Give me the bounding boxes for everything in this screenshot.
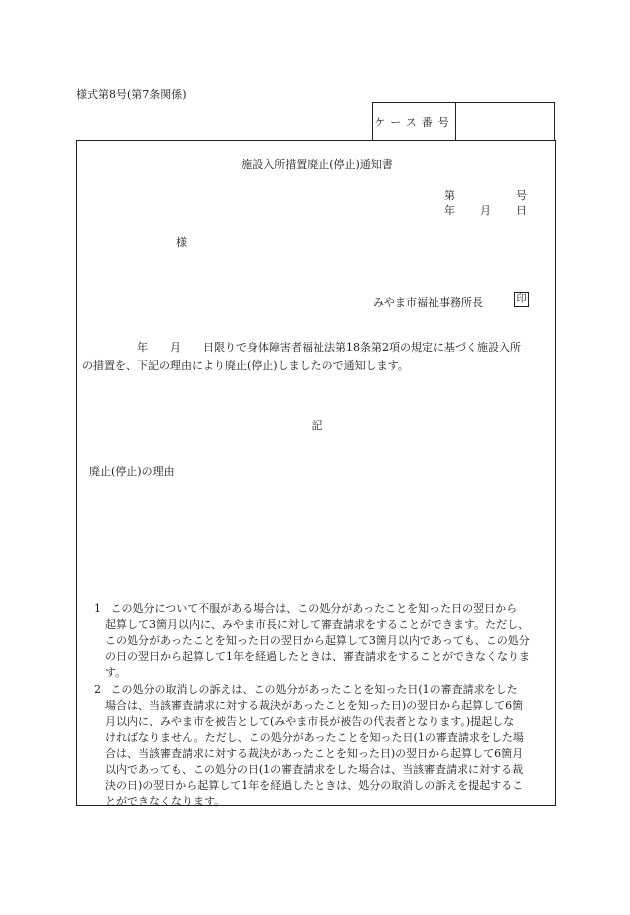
- case-number-box: [372, 102, 555, 140]
- notice-body: [76, 140, 556, 806]
- note-line: 月以内に、みやま市を被告として(みやま市長が被告の代表者となります。)提起しな: [105, 715, 515, 728]
- ki-heading: 記: [311, 419, 323, 432]
- note-number: 2: [94, 683, 101, 696]
- note-number: 1: [94, 602, 101, 615]
- case-number-label: ケース番号: [373, 103, 456, 140]
- note-line: この処分について不服がある場合は、この処分があったことを知った日の翌日から: [110, 602, 518, 615]
- form-number: 様式第8号(第7条関係): [76, 88, 187, 101]
- reason-label: 廃止(停止)の理由: [89, 465, 175, 478]
- note-line: 場合は、当該審査請求に対する裁決があったことを知った日)の翌日から起算して6箇: [105, 699, 524, 712]
- addressee-suffix: 様: [176, 236, 187, 249]
- notice-line: 年 月 日限りで身体障害者福祉法第18条第2項の規定に基づく施設入所: [82, 341, 521, 354]
- date-day: 日: [516, 204, 527, 217]
- number-dai: 第: [444, 189, 455, 202]
- note-2: [89, 682, 554, 810]
- note-1: [89, 601, 554, 681]
- note-line: す。: [105, 666, 127, 679]
- note-line: とができなくなります。: [105, 795, 226, 808]
- document-title: 施設入所措置廃止(停止)通知書: [241, 158, 393, 171]
- issuer-name: みやま市福祉事務所長: [373, 296, 483, 309]
- note-line: ければなりません。ただし、この処分があったことを知った日(1の審査請求をした場: [105, 731, 524, 744]
- case-number-field[interactable]: [456, 103, 554, 140]
- note-line: 合は、当該審査請求に対する裁決があったことを知った日)の翌日から起算して6箇月: [105, 747, 524, 760]
- notice-text: [82, 339, 554, 375]
- note-line: 以内であっても、この処分の日(1の審査請求をした場合は、当該審査請求に対する裁: [105, 763, 524, 776]
- note-line: この処分があったことを知った日の翌日から起算して3箇月以内であっても、この処分: [105, 634, 530, 647]
- notice-line: の措置を、下記の理由により廃止(停止)しましたので通知します。: [82, 359, 409, 372]
- seal-mark: 印: [514, 292, 529, 307]
- appeal-notes: [89, 601, 554, 811]
- note-line: の日の翌日から起算して1年を経過したときは、審査請求をすることができなくなりま: [105, 650, 530, 663]
- date-year: 年: [444, 204, 455, 217]
- date-month: 月: [480, 204, 491, 217]
- number-go: 号: [516, 189, 527, 202]
- note-line: 決の日)の翌日から起算して1年を経過したときは、処分の取消しの訴えを提起するこ: [105, 779, 524, 792]
- note-line: この処分の取消しの訴えは、この処分があったことを知った日(1の審査請求をした: [110, 683, 518, 696]
- note-line: 起算して3箇月以内に、みやま市長に対して審査請求をすることができます。ただし、: [105, 618, 530, 631]
